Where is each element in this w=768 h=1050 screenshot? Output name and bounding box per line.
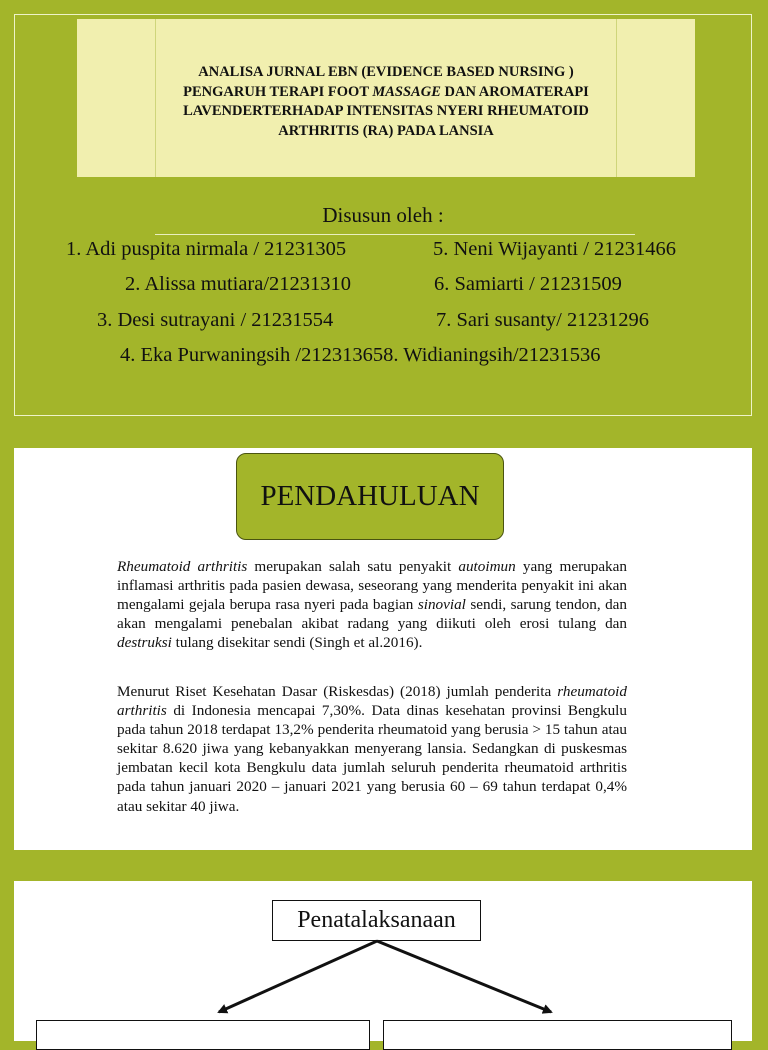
management-heading: Penatalaksanaan [272,900,481,941]
intro-paragraph-2: Menurut Riset Kesehatan Dasar (Riskesdas) (2018) jumlah penderita rheumatoid arthritis di Indonesia mencapai 7,30%. Data dinas kesehatan provinsi Bengkulu pada tahun 2018 terdapat 13,2% penderita rheumatoid yang berusia > 15 tahun atau sekitar 8.620 jiwa yang kebanyakkan menyerang lansia. Sedangkan di puskesmas jembatan kecil kota Bengkulu data jumlah seluruh penderita rheumatoid arthritis pada tahun januari 2020 – januari 2021 yang berusia 60 – 69 tahun terdapat 0,4% atau sekitar 40 jiwa. [117,683,627,815]
title-box-divider [616,19,617,177]
author-item: 1. Adi puspita nirmala / 21231305 [66,238,347,260]
title-line: ARTHRITIS (RA) PADA LANSIA [278,122,494,139]
title-box-divider [155,19,156,177]
author-item: 7. Sari susanty/ 21231296 [436,309,649,331]
author-item: 5. Neni Wijayanti / 21231466 [433,238,677,260]
management-slide [14,881,752,1041]
title-line: PENGARUH TERAPI FOOT MASSAGE DAN AROMATERAPI [183,83,589,100]
section-heading: PENDAHULUAN [236,453,504,540]
arrow-left [219,941,377,1012]
disusun-label: Disusun oleh : [322,203,444,227]
title-line: ANALISA JURNAL EBN (EVIDENCE BASED NURSING ) [198,64,574,80]
branch-arrows [14,881,752,1041]
branch-box-left [36,1020,370,1050]
introduction-slide [14,448,752,850]
branch-box-right [383,1020,732,1050]
author-item: 4. Eka Purwaningsih /212313658. Widianingsih/21231536 [120,344,601,366]
intro-paragraph-1: Rheumatoid arthritis merupakan salah satu penyakit autoimun yang merupakan inflamasi arthritis pada pasien dewasa, seseorang yang menderita penyakit ini akan mengalami gejala berupa rasa nyeri pada bagian sinovial sendi, sarung tendon, dan akan mengalami penebalan akibat radang yang diikuti oleh erosi tulang dan destruksi tulang disekitar sendi (Singh et al.2016). [117,558,627,652]
author-item: 6. Samiarti / 21231509 [434,273,622,295]
divider [155,234,635,235]
author-item: 3. Desi sutrayani / 21231554 [97,309,334,331]
journal-title [157,63,615,141]
author-item: 2. Alissa mutiara/21231310 [125,273,352,295]
title-box [77,19,695,177]
title-slide [14,14,752,416]
title-line: LAVENDERTERHADAP INTENSITAS NYERI RHEUMATOID [183,103,589,119]
arrow-right [377,941,551,1012]
